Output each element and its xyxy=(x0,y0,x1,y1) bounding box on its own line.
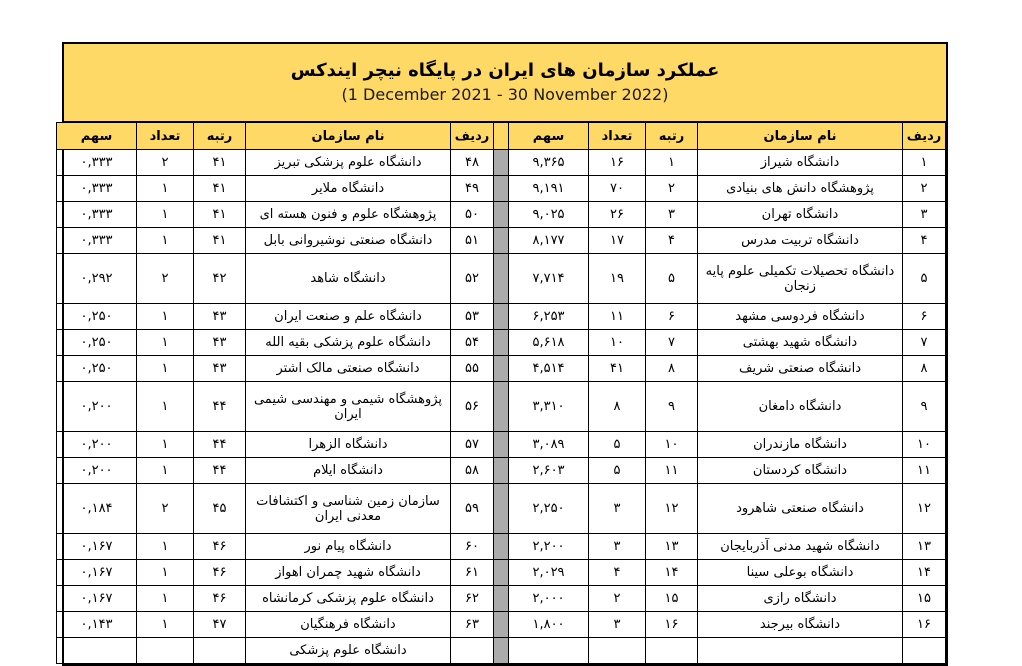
org-name-cell-left: دانشگاه صنعتی مالک اشتر xyxy=(246,356,451,382)
table-row xyxy=(57,228,946,254)
row-number-cell-left: ۴۹ xyxy=(451,176,494,202)
count-cell-right: ۵ xyxy=(589,432,646,458)
count-cell-right: ۳ xyxy=(589,484,646,534)
share-cell-right: ۷,۷۱۴ xyxy=(509,254,589,304)
count-cell-left: ۲ xyxy=(137,150,194,176)
count-cell-left: ۱ xyxy=(137,586,194,612)
table-row xyxy=(57,484,946,534)
row-number-cell-left: ۵۴ xyxy=(451,330,494,356)
header-org-name-cell-right: نام سازمان xyxy=(698,123,903,150)
share-cell-right: ۳,۰۸۹ xyxy=(509,432,589,458)
row-number-cell-right: ۱۶ xyxy=(903,612,946,638)
table-gutter-cell xyxy=(494,123,509,150)
share-cell-left: ۰,۳۳۳ xyxy=(57,228,137,254)
rank-cell-left: ۴۴ xyxy=(194,458,246,484)
count-cell-left: ۱ xyxy=(137,304,194,330)
rank-cell-right: ۶ xyxy=(646,304,698,330)
share-cell-right: ۴,۵۱۴ xyxy=(509,356,589,382)
share-cell-left: ۰,۱۴۳ xyxy=(57,612,137,638)
count-cell-right: ۸ xyxy=(589,382,646,432)
org-name-cell-left: دانشگاه الزهرا xyxy=(246,432,451,458)
header-share-cell-right: سهم xyxy=(509,123,589,150)
row-number-cell-right: ۱۰ xyxy=(903,432,946,458)
table-gutter-cell xyxy=(494,330,509,356)
rank-cell-right: ۱۵ xyxy=(646,586,698,612)
rank-cell-left: ۴۴ xyxy=(194,382,246,432)
org-name-cell-right: دانشگاه تهران xyxy=(698,202,903,228)
table-row xyxy=(57,202,946,228)
header-org-name-cell-left: نام سازمان xyxy=(246,123,451,150)
count-cell-right: ۴۱ xyxy=(589,356,646,382)
row-number-cell-right: ۸ xyxy=(903,356,946,382)
share-cell-left: ۰,۲۰۰ xyxy=(57,382,137,432)
row-number-cell-left: ۶۱ xyxy=(451,560,494,586)
org-name-cell-right: دانشگاه رازی xyxy=(698,586,903,612)
rank-cell-left: ۴۷ xyxy=(194,612,246,638)
count-cell-left: ۱ xyxy=(137,432,194,458)
rank-cell-right: ۱۱ xyxy=(646,458,698,484)
row-number-cell-left: ۵۶ xyxy=(451,382,494,432)
org-name-cell-left: دانشگاه علوم پزشکی کرمانشاه xyxy=(246,586,451,612)
row-number-cell-left xyxy=(451,638,494,664)
count-cell-right: ۱۷ xyxy=(589,228,646,254)
rank-cell-right: ۱۴ xyxy=(646,560,698,586)
count-cell-left: ۱ xyxy=(137,330,194,356)
table-gutter-cell xyxy=(494,176,509,202)
row-number-cell-right: ۶ xyxy=(903,304,946,330)
table-gutter-cell xyxy=(494,382,509,432)
share-cell-left xyxy=(57,638,137,664)
org-name-cell-right: دانشگاه کردستان xyxy=(698,458,903,484)
rank-cell-left: ۴۴ xyxy=(194,432,246,458)
page-title: عملکرد سازمان های ایران در پایگاه نیچر ایندکس xyxy=(290,60,720,81)
table-gutter-cell xyxy=(494,458,509,484)
count-cell-right: ۱۹ xyxy=(589,254,646,304)
table-row xyxy=(57,432,946,458)
table-row xyxy=(57,356,946,382)
org-name-cell-left: دانشگاه شاهد xyxy=(246,254,451,304)
header-row-number-cell-left: ردیف xyxy=(451,123,494,150)
count-cell-left: ۱ xyxy=(137,458,194,484)
rank-cell-left: ۴۶ xyxy=(194,534,246,560)
rank-cell-right: ۱۶ xyxy=(646,612,698,638)
org-name-cell-left: پژوهشگاه شیمی و مهندسی شیمی ایران xyxy=(246,382,451,432)
share-cell-left: ۰,۱۶۷ xyxy=(57,534,137,560)
row-number-cell-left: ۵۲ xyxy=(451,254,494,304)
table-gutter-cell xyxy=(494,484,509,534)
table-row xyxy=(57,586,946,612)
share-cell-left: ۰,۳۳۳ xyxy=(57,176,137,202)
rank-cell-right: ۱۲ xyxy=(646,484,698,534)
org-name-cell-left: دانشگاه علوم پزشکی xyxy=(246,638,451,664)
org-name-cell-left: پژوهشگاه علوم و فنون هسته ای xyxy=(246,202,451,228)
org-name-cell-left: دانشگاه پیام نور xyxy=(246,534,451,560)
page-subtitle-date-range: (1 December 2021 - 30 November 2022) xyxy=(341,85,669,104)
header-row-number-cell-right: ردیف xyxy=(903,123,946,150)
count-cell-left: ۲ xyxy=(137,254,194,304)
org-name-cell-right xyxy=(698,638,903,664)
row-number-cell-right: ۱ xyxy=(903,150,946,176)
count-cell-left: ۱ xyxy=(137,534,194,560)
org-name-cell-left: دانشگاه شهید چمران اهواز xyxy=(246,560,451,586)
spreadsheet xyxy=(62,42,948,666)
org-name-cell-right: دانشگاه فردوسی مشهد xyxy=(698,304,903,330)
rank-cell-left: ۴۱ xyxy=(194,202,246,228)
org-name-cell-left: سازمان زمین شناسی و اکتشافات معدنی ایران xyxy=(246,484,451,534)
rank-cell-right: ۸ xyxy=(646,356,698,382)
row-number-cell-left: ۶۳ xyxy=(451,612,494,638)
table-row-partial xyxy=(57,638,946,664)
org-name-cell-right: دانشگاه دامغان xyxy=(698,382,903,432)
row-number-cell-left: ۵۳ xyxy=(451,304,494,330)
share-cell-right: ۹,۱۹۱ xyxy=(509,176,589,202)
count-cell-left: ۱ xyxy=(137,202,194,228)
org-name-cell-right: دانشگاه تحصیلات تکمیلی علوم پایه زنجان xyxy=(698,254,903,304)
share-cell-right: ۱,۸۰۰ xyxy=(509,612,589,638)
table-gutter-cell xyxy=(494,638,509,664)
row-number-cell-right: ۲ xyxy=(903,176,946,202)
share-cell-left: ۰,۲۰۰ xyxy=(57,458,137,484)
share-cell-left: ۰,۳۳۳ xyxy=(57,150,137,176)
share-cell-right: ۳,۳۱۰ xyxy=(509,382,589,432)
table-gutter-cell xyxy=(494,228,509,254)
share-cell-right: ۹,۰۲۵ xyxy=(509,202,589,228)
rank-cell-right: ۷ xyxy=(646,330,698,356)
table-gutter-cell xyxy=(494,304,509,330)
table-row xyxy=(57,612,946,638)
count-cell-right: ۳ xyxy=(589,534,646,560)
count-cell-right: ۱۱ xyxy=(589,304,646,330)
table-row xyxy=(57,254,946,304)
rank-cell-right: ۱۰ xyxy=(646,432,698,458)
table-gutter-cell xyxy=(494,202,509,228)
org-name-cell-left: دانشگاه صنعتی نوشیروانی بابل xyxy=(246,228,451,254)
org-name-cell-right: دانشگاه بوعلی سینا xyxy=(698,560,903,586)
rank-cell-left: ۴۳ xyxy=(194,304,246,330)
header-count-cell-left: تعداد xyxy=(137,123,194,150)
table-gutter-cell xyxy=(494,356,509,382)
row-number-cell-right: ۱۱ xyxy=(903,458,946,484)
org-name-cell-right: دانشگاه شهید مدنی آذربایجان xyxy=(698,534,903,560)
row-number-cell-left: ۵۷ xyxy=(451,432,494,458)
org-name-cell-right: دانشگاه شهید بهشتی xyxy=(698,330,903,356)
share-cell-left: ۰,۲۹۲ xyxy=(57,254,137,304)
share-cell-right: ۲,۶۰۳ xyxy=(509,458,589,484)
count-cell-right: ۲ xyxy=(589,586,646,612)
row-number-cell-right: ۷ xyxy=(903,330,946,356)
header-row xyxy=(57,123,946,150)
rank-cell-left: ۴۳ xyxy=(194,356,246,382)
org-name-cell-left: دانشگاه فرهنگیان xyxy=(246,612,451,638)
table-gutter-cell xyxy=(494,586,509,612)
row-number-cell-left: ۵۸ xyxy=(451,458,494,484)
table-row xyxy=(57,150,946,176)
count-cell-left: ۱ xyxy=(137,356,194,382)
share-cell-right: ۲,۰۰۰ xyxy=(509,586,589,612)
count-cell-left: ۱ xyxy=(137,560,194,586)
rank-cell-right xyxy=(646,638,698,664)
share-cell-right: ۲,۰۲۹ xyxy=(509,560,589,586)
rank-cell-left: ۴۱ xyxy=(194,150,246,176)
count-cell-left: ۲ xyxy=(137,484,194,534)
rank-cell-right: ۲ xyxy=(646,176,698,202)
row-number-cell-right: ۱۳ xyxy=(903,534,946,560)
row-number-cell-left: ۵۵ xyxy=(451,356,494,382)
row-number-cell-left: ۵۱ xyxy=(451,228,494,254)
org-name-cell-left: دانشگاه ایلام xyxy=(246,458,451,484)
title-block xyxy=(64,44,946,122)
org-name-cell-left: دانشگاه علوم پزشکی بقیه الله xyxy=(246,330,451,356)
share-cell-right: ۵,۶۱۸ xyxy=(509,330,589,356)
share-cell-right: ۲,۲۵۰ xyxy=(509,484,589,534)
header-rank-cell-right: رتبه xyxy=(646,123,698,150)
row-number-cell-right: ۳ xyxy=(903,202,946,228)
org-name-cell-right: دانشگاه صنعتی شاهرود xyxy=(698,484,903,534)
count-cell-right: ۴ xyxy=(589,560,646,586)
table-row xyxy=(57,534,946,560)
count-cell-right xyxy=(589,638,646,664)
org-name-cell-right: پژوهشگاه دانش های بنیادی xyxy=(698,176,903,202)
share-cell-left: ۰,۲۰۰ xyxy=(57,432,137,458)
rank-cell-left: ۴۵ xyxy=(194,484,246,534)
share-cell-right: ۲,۲۰۰ xyxy=(509,534,589,560)
table-gutter-cell xyxy=(494,150,509,176)
count-cell-left: ۱ xyxy=(137,228,194,254)
row-number-cell-left: ۶۰ xyxy=(451,534,494,560)
table-gutter-cell xyxy=(494,534,509,560)
share-cell-right: ۶,۲۵۳ xyxy=(509,304,589,330)
org-name-cell-right: دانشگاه صنعتی شریف xyxy=(698,356,903,382)
rank-cell-left: ۴۲ xyxy=(194,254,246,304)
org-name-cell-right: دانشگاه تربیت مدرس xyxy=(698,228,903,254)
table-body xyxy=(57,150,946,664)
table-row xyxy=(57,382,946,432)
count-cell-right: ۵ xyxy=(589,458,646,484)
row-number-cell-right: ۹ xyxy=(903,382,946,432)
share-cell-left: ۰,۳۳۳ xyxy=(57,202,137,228)
count-cell-right: ۲۶ xyxy=(589,202,646,228)
header-rank-cell-left: رتبه xyxy=(194,123,246,150)
org-name-cell-left: دانشگاه علم و صنعت ایران xyxy=(246,304,451,330)
count-cell-right: ۱۶ xyxy=(589,150,646,176)
table-header xyxy=(57,123,946,150)
table-gutter-cell xyxy=(494,432,509,458)
org-name-cell-right: دانشگاه شیراز xyxy=(698,150,903,176)
share-cell-left: ۰,۱۶۷ xyxy=(57,560,137,586)
count-cell-left: ۱ xyxy=(137,612,194,638)
rank-cell-right: ۱ xyxy=(646,150,698,176)
header-count-cell-right: تعداد xyxy=(589,123,646,150)
org-name-cell-right: دانشگاه مازندران xyxy=(698,432,903,458)
rank-cell-right: ۵ xyxy=(646,254,698,304)
count-cell-left: ۱ xyxy=(137,176,194,202)
count-cell-right: ۱۰ xyxy=(589,330,646,356)
row-number-cell-right: ۱۵ xyxy=(903,586,946,612)
table-gutter-cell xyxy=(494,612,509,638)
row-number-cell-right: ۴ xyxy=(903,228,946,254)
share-cell-left: ۰,۱۶۷ xyxy=(57,586,137,612)
org-name-cell-left: دانشگاه علوم پزشکی تبریز xyxy=(246,150,451,176)
row-number-cell-left: ۵۹ xyxy=(451,484,494,534)
rank-cell-left: ۴۶ xyxy=(194,560,246,586)
rank-cell-left: ۴۱ xyxy=(194,228,246,254)
row-number-cell-right: ۱۲ xyxy=(903,484,946,534)
org-name-cell-right: دانشگاه بیرجند xyxy=(698,612,903,638)
share-cell-left: ۰,۲۵۰ xyxy=(57,304,137,330)
share-cell-right xyxy=(509,638,589,664)
table-gutter-cell xyxy=(494,254,509,304)
rank-cell-left: ۴۱ xyxy=(194,176,246,202)
table-row xyxy=(57,560,946,586)
share-cell-left: ۰,۲۵۰ xyxy=(57,356,137,382)
share-cell-right: ۹,۳۶۵ xyxy=(509,150,589,176)
share-cell-left: ۰,۱۸۴ xyxy=(57,484,137,534)
results-table xyxy=(56,122,946,664)
row-number-cell-left: ۶۲ xyxy=(451,586,494,612)
rank-cell-right: ۱۳ xyxy=(646,534,698,560)
table-gutter-cell xyxy=(494,560,509,586)
row-number-cell-right: ۵ xyxy=(903,254,946,304)
table-row xyxy=(57,304,946,330)
count-cell-left xyxy=(137,638,194,664)
row-number-cell-left: ۴۸ xyxy=(451,150,494,176)
share-cell-right: ۸,۱۷۷ xyxy=(509,228,589,254)
table-row xyxy=(57,176,946,202)
rank-cell-left: ۴۳ xyxy=(194,330,246,356)
rank-cell-left: ۴۶ xyxy=(194,586,246,612)
row-number-cell-right xyxy=(903,638,946,664)
rank-cell-right: ۴ xyxy=(646,228,698,254)
rank-cell-right: ۳ xyxy=(646,202,698,228)
count-cell-right: ۳ xyxy=(589,612,646,638)
count-cell-left: ۱ xyxy=(137,382,194,432)
rank-cell-right: ۹ xyxy=(646,382,698,432)
table-row xyxy=(57,458,946,484)
rank-cell-left xyxy=(194,638,246,664)
count-cell-right: ۷۰ xyxy=(589,176,646,202)
header-share-cell-left: سهم xyxy=(57,123,137,150)
row-number-cell-right: ۱۴ xyxy=(903,560,946,586)
share-cell-left: ۰,۲۵۰ xyxy=(57,330,137,356)
org-name-cell-left: دانشگاه ملایر xyxy=(246,176,451,202)
table-row xyxy=(57,330,946,356)
row-number-cell-left: ۵۰ xyxy=(451,202,494,228)
